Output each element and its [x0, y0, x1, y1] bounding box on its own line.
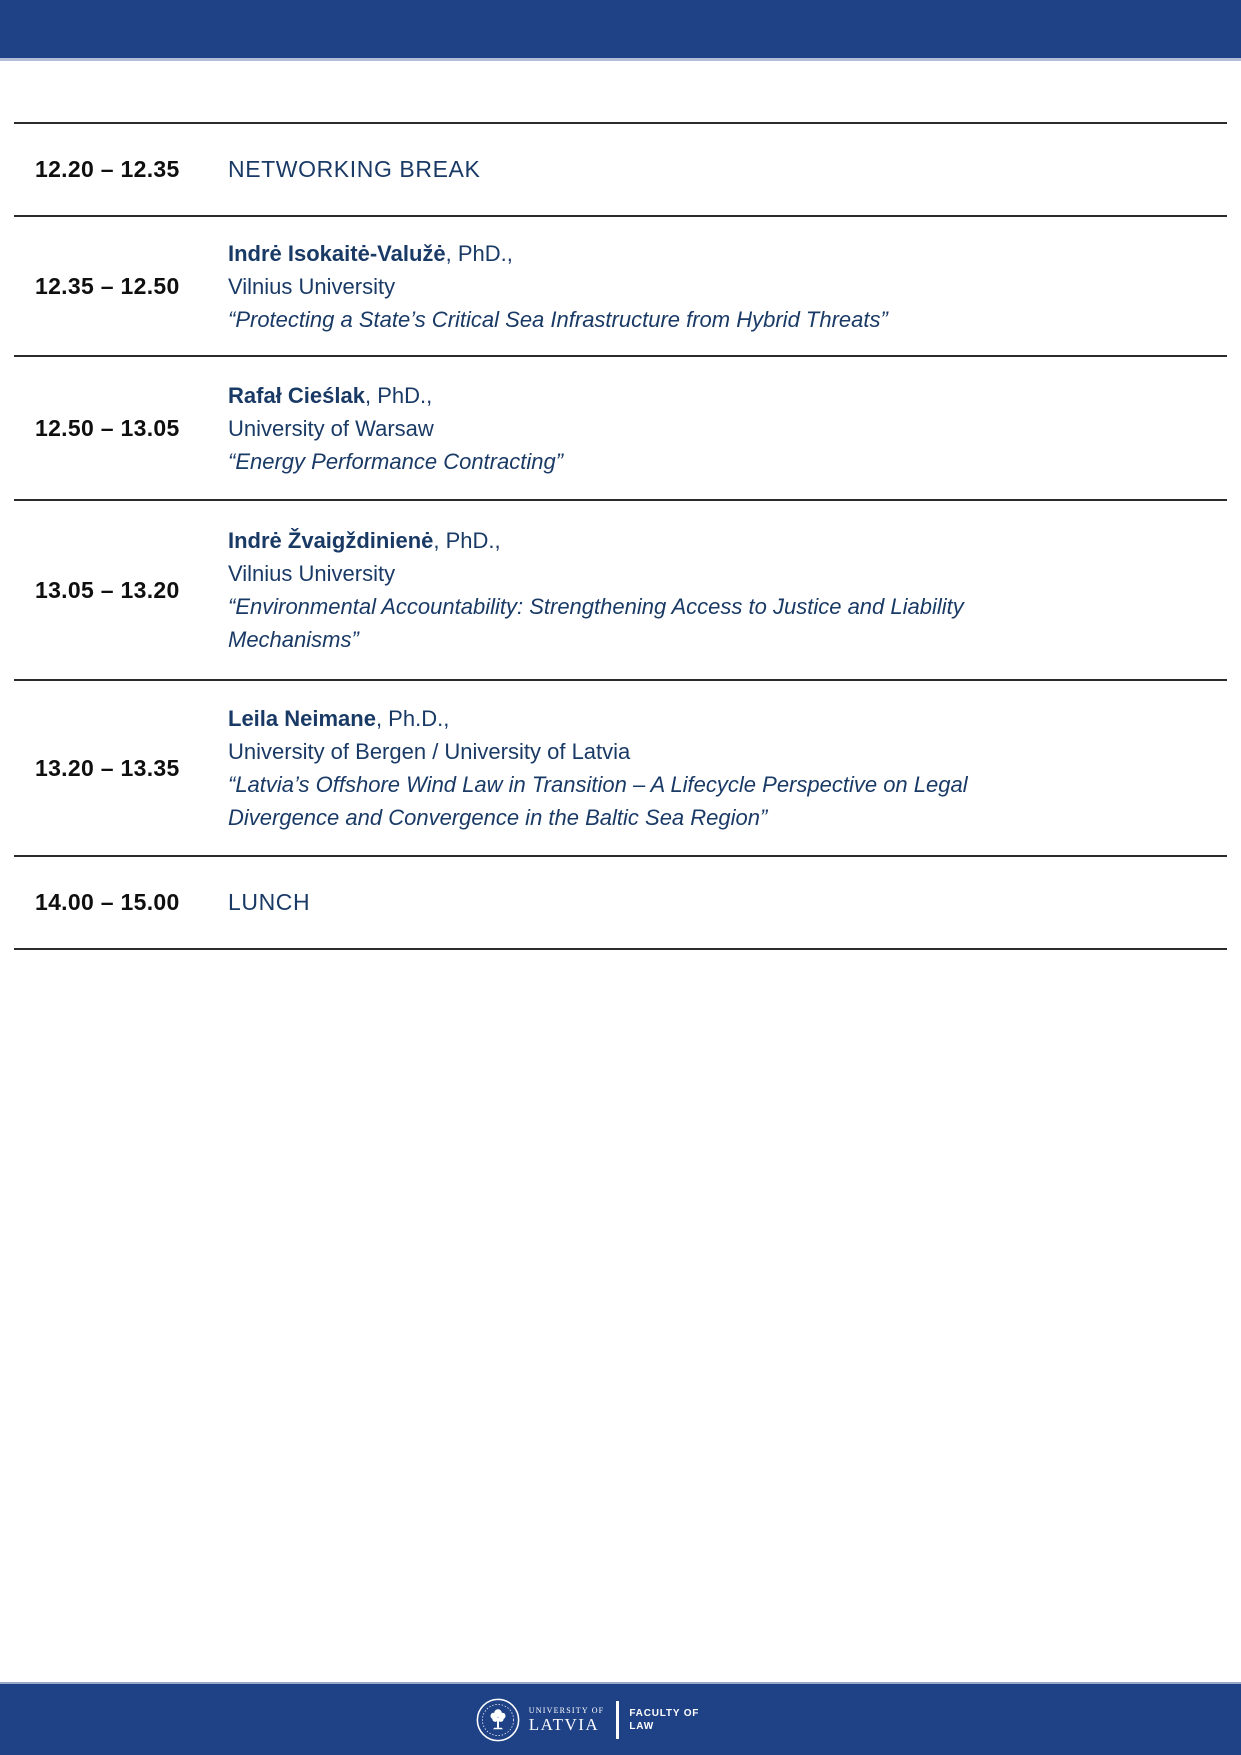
university-wordmark [529, 1706, 605, 1733]
break-label: LUNCH [228, 889, 311, 915]
time-slot: 12.20 – 12.35 [35, 156, 180, 182]
schedule-row-session [14, 681, 1227, 857]
university-seal-icon [476, 1698, 520, 1742]
break-label: NETWORKING BREAK [228, 156, 481, 182]
speaker-line [228, 379, 563, 412]
break-details [228, 886, 310, 919]
university-of-label: UNIVERSITY OF [528, 1706, 605, 1715]
talk-title: “Energy Performance Contracting” [228, 448, 564, 474]
time-slot: 14.00 – 15.00 [35, 889, 180, 915]
speaker-degree: , PhD., [445, 240, 513, 266]
latvia-wordmark: LATVIA [528, 1715, 600, 1734]
speaker-affiliation: University of Bergen / University of Latvia [228, 739, 631, 764]
faculty-of-label: FACULTY OF [629, 1707, 700, 1719]
speaker-degree: , PhD., [433, 528, 501, 553]
logo-divider [616, 1701, 619, 1739]
speaker-degree: , PhD., [364, 382, 433, 408]
speaker-name: Leila Neimane [228, 706, 376, 731]
talk-title: “Environmental Accountability: Strengthening Access to Justice and Liability Mechanisms” [228, 594, 964, 652]
schedule-row-session [14, 357, 1227, 501]
schedule-row-break [14, 857, 1227, 950]
header-bar [0, 0, 1241, 61]
faculty-wordmark [629, 1707, 699, 1733]
session-details [228, 524, 1038, 656]
break-details [228, 153, 480, 186]
law-label: LAW [629, 1720, 654, 1732]
university-of-latvia-logo [476, 1698, 699, 1742]
speaker-degree: , Ph.D., [375, 706, 450, 731]
speaker-line [228, 524, 1038, 557]
schedule-row-session [14, 501, 1227, 681]
schedule-row-session [14, 217, 1227, 357]
speaker-line [228, 702, 1038, 735]
speaker-name: Indrė Žvaigždinienė [228, 528, 434, 553]
speaker-affiliation: University of Warsaw [228, 415, 434, 441]
session-details [228, 702, 1038, 834]
time-slot: 12.50 – 13.05 [35, 414, 180, 441]
talk-title: “Protecting a State’s Critical Sea Infrastructure from Hybrid Threats” [228, 306, 888, 332]
time-slot: 13.05 – 13.20 [35, 576, 180, 603]
time-slot: 12.35 – 12.50 [35, 272, 180, 299]
schedule-table [14, 122, 1227, 950]
session-details [228, 237, 888, 336]
speaker-affiliation: Vilnius University [228, 273, 396, 299]
speaker-name: Rafał Cieślak [228, 382, 365, 408]
time-slot: 13.20 – 13.35 [35, 754, 180, 781]
footer-bar [0, 1682, 1241, 1755]
speaker-line [228, 237, 888, 270]
speaker-affiliation: Vilnius University [228, 561, 396, 586]
speaker-name: Indrė Isokaitė-Valužė [228, 240, 446, 266]
session-details [228, 379, 563, 478]
talk-title: “Latvia’s Offshore Wind Law in Transition – A Lifecycle Perspective on Legal Divergence and Convergence in the Baltic Sea Region” [228, 772, 968, 830]
schedule-row-break [14, 124, 1227, 217]
